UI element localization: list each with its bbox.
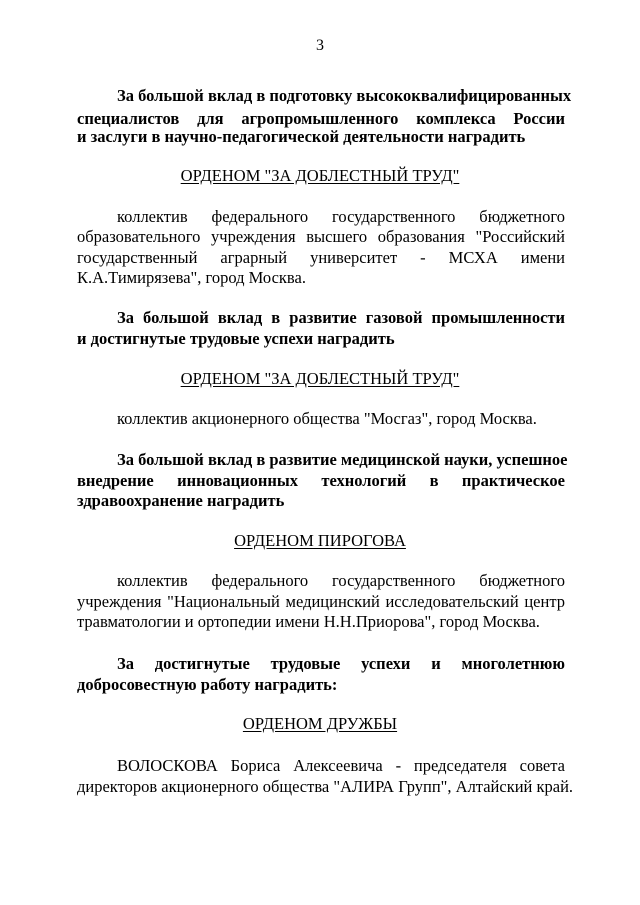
section-1-recipient-line-1: коллектив федерального государственного бюджетного xyxy=(117,207,565,226)
section-3-recipient-line-2: учреждения "Национальный медицинский исследовательский центр xyxy=(77,592,565,611)
section-3-intro-line-2: внедрение инновационных технологий в практическое xyxy=(77,471,565,490)
section-4-order-title: ОРДЕНОМ ДРУЖБЫ xyxy=(242,714,398,733)
section-3-recipient-line-1: коллектив федерального государственного бюджетного xyxy=(117,571,565,590)
section-1-recipient-line-4: К.А.Тимирязева", город Москва. xyxy=(77,268,306,287)
section-1-intro-line-2: специалистов для агропромышленного комплекса России xyxy=(77,109,565,128)
page-number: 3 xyxy=(316,37,324,54)
section-2-intro-line-1: За большой вклад в развитие газовой промышленности xyxy=(117,308,565,327)
section-4-intro-line-1: За достигнутые трудовые успехи и многолетнюю xyxy=(117,654,565,673)
section-2-intro-line-2: и достигнутые трудовые успехи наградить xyxy=(77,329,395,348)
section-4-recipient-line-1: ВОЛОСКОВА Бориса Алексеевича - председателя совета xyxy=(117,756,565,775)
section-3-intro-line-1: За большой вклад в развитие медицинской науки, успешное xyxy=(117,450,568,469)
section-1-recipient-line-3: государственный аграрный университет - МСХА имени xyxy=(77,248,565,267)
section-3-recipient-line-3: травматологии и ортопедии имени Н.Н.Приорова", город Москва. xyxy=(77,612,540,631)
section-4-intro-line-2: добросовестную работу наградить: xyxy=(77,675,338,694)
section-3-intro-line-3: здравоохранение наградить xyxy=(77,491,285,510)
section-3-order-title: ОРДЕНОМ ПИРОГОВА xyxy=(234,531,406,550)
section-1-intro-line-3: и заслуги в научно-педагогической деятельности наградить xyxy=(77,127,526,146)
section-2-order-title: ОРДЕНОМ "ЗА ДОБЛЕСТНЫЙ ТРУД" xyxy=(180,369,460,388)
section-1-intro-line-1: За большой вклад в подготовку высококвалифицированных xyxy=(117,86,572,105)
section-1-recipient-line-2: образовательного учреждения высшего образования "Российский xyxy=(77,227,565,246)
section-1-order-title: ОРДЕНОМ "ЗА ДОБЛЕСТНЫЙ ТРУД" xyxy=(180,166,460,185)
section-2-recipient-line-1: коллектив акционерного общества "Мосгаз", город Москва. xyxy=(117,409,537,428)
section-4-recipient-line-2: директоров акционерного общества "АЛИРА Групп", Алтайский край. xyxy=(77,777,574,796)
